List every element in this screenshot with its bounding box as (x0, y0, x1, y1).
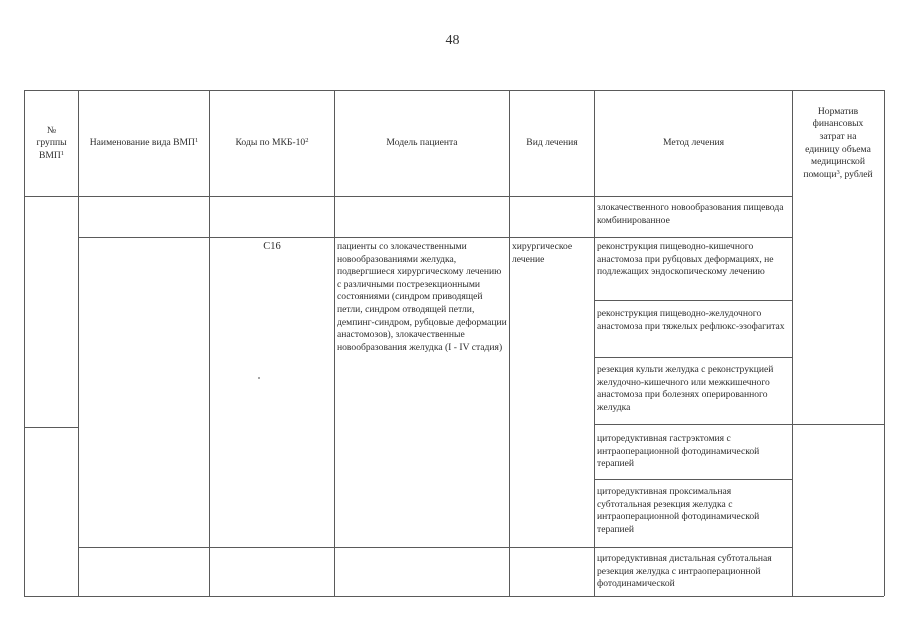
col-border (792, 90, 793, 596)
header-cell-treatment: Вид лечения (526, 137, 578, 149)
row-divider (24, 427, 78, 428)
method-divider (594, 300, 792, 301)
header-cell-norm: Норматив финансовых затрат на единицу объема медицинской помощи$^3$, рублей (803, 105, 873, 180)
header-cell-method: Метод лечения (662, 137, 725, 149)
header-cell-codes: Коды по МКБ-$10^2$ (235, 137, 309, 149)
row-divider (78, 547, 792, 548)
method-continuation: злокачественного новообразования пищевода комбинированное (597, 202, 784, 226)
header-cell-num: № группы ВМП$^1$ (36, 124, 67, 161)
col-border (884, 90, 885, 596)
method-item: реконструкция пищеводно-кишечного анастомоза при рубцовых деформациях, не подлежащих эндоскопическому лечению (597, 241, 774, 278)
header-cell-model: Модель пациента (386, 137, 458, 149)
patient-model: пациенты со злокачественными новообразованиями желудка, подвергшиеся хирургическому лечению с различными пострезекционными состояниями (синдром приводящей петли, синдром отводящей петли, демпинг-синдром, рубцовые деформации анастомозов), злокачественные новообразования желудка (I - IV стадия) (337, 241, 507, 353)
method-item: реконструкция пищеводно-желудочного анастомоза при тяжелых рефлюкс-эзофагитах (597, 308, 785, 332)
row-divider (78, 237, 792, 238)
header-bottom-border (24, 196, 792, 197)
mkb-code: C16 (263, 241, 281, 252)
method-item: циторедуктивная дистальная субтотальная резекция желудка с интраоперационной фотодинамической (597, 553, 772, 590)
method-item: резекция культи желудка с реконструкцией желудочно-кишечного или межкишечного анастомоза при болезнях оперированного желудка (597, 364, 774, 413)
treatment-type: хирургическое лечение (512, 241, 573, 265)
method-item: циторедуктивная проксимальная субтотальная резекция желудка с интраоперационной фотодинамической терапией (597, 486, 760, 535)
method-divider (594, 424, 884, 425)
scan-speck (258, 377, 260, 379)
method-divider (594, 479, 792, 480)
method-divider (594, 357, 792, 358)
page-number: 48 (445, 33, 460, 48)
header-cell-name: Наименование вида ВМП$^1$ (89, 137, 199, 149)
table-bottom-border (24, 596, 884, 597)
method-item: циторедуктивная гастрэктомия с интраоперационной фотодинамической терапией (597, 433, 760, 470)
